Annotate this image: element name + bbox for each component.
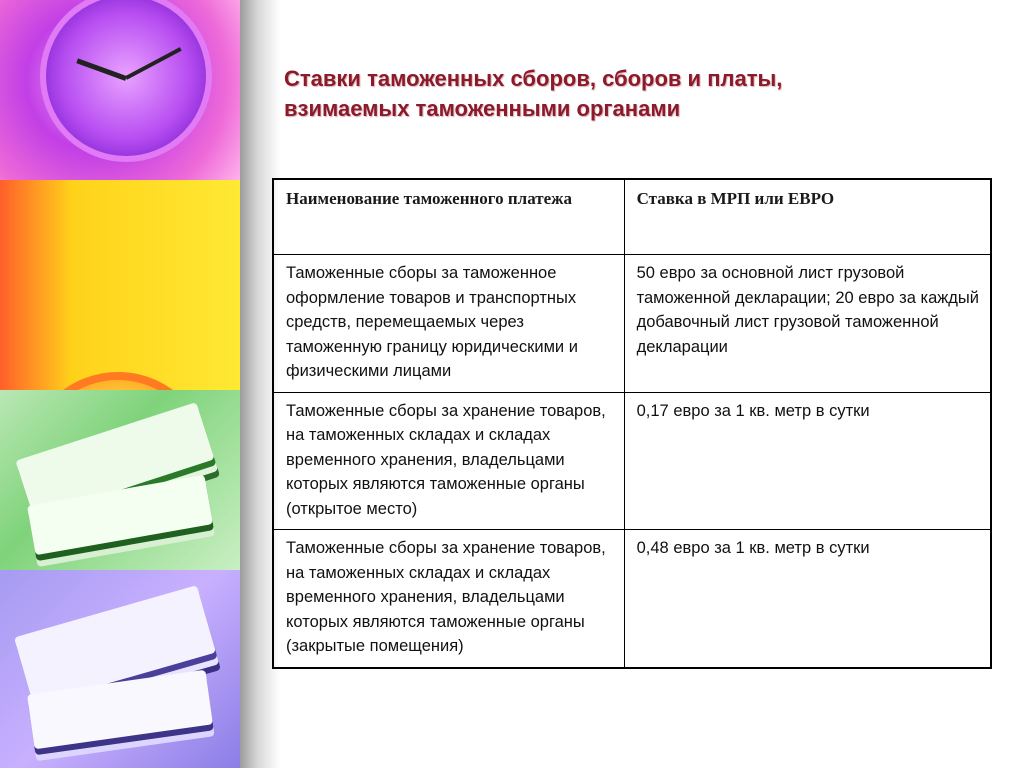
decorative-image-strip [0,0,240,768]
cell-payment-name: Таможенные сборы за хранение товаров, на таможенных складах и складах временного хранения, владельцами которых являются таможенные органы (открытое место) [273,392,624,530]
slide-title-line-1: Ставки таможенных сборов, сборов и платы, [284,66,783,91]
orange-clock-image [0,180,240,390]
purple-clock-image [0,0,240,180]
green-papers-image [0,390,240,570]
slide-title-line-2: взимаемых таможенными органами [284,96,681,121]
table-row [273,530,991,668]
cell-rate: 50 евро за основной лист грузовой таможенной декларации; 20 евро за каждый добавочный лист грузовой таможенной декларации [624,255,991,393]
header-payment-name: Наименование таможенного платежа [273,179,624,255]
table-header-row [273,179,991,255]
table-row [273,392,991,530]
cell-payment-name: Таможенные сборы за хранение товаров, на таможенных складах и складах временного хранения, владельцами которых являются таможенные органы (закрытые помещения) [273,530,624,668]
customs-fees-table [272,178,992,669]
purple-papers-image [0,570,240,768]
cell-rate: 0,17 евро за 1 кв. метр в сутки [624,392,991,530]
cell-rate: 0,48 евро за 1 кв. метр в сутки [624,530,991,668]
slide-title [284,64,984,124]
table-row [273,255,991,393]
cell-payment-name: Таможенные сборы за таможенное оформление товаров и транспортных средств, перемещаемых через таможенную границу юридическими и физическими лицами [273,255,624,393]
clock-icon [40,0,212,162]
header-rate: Ставка в МРП или ЕВРО [624,179,991,255]
